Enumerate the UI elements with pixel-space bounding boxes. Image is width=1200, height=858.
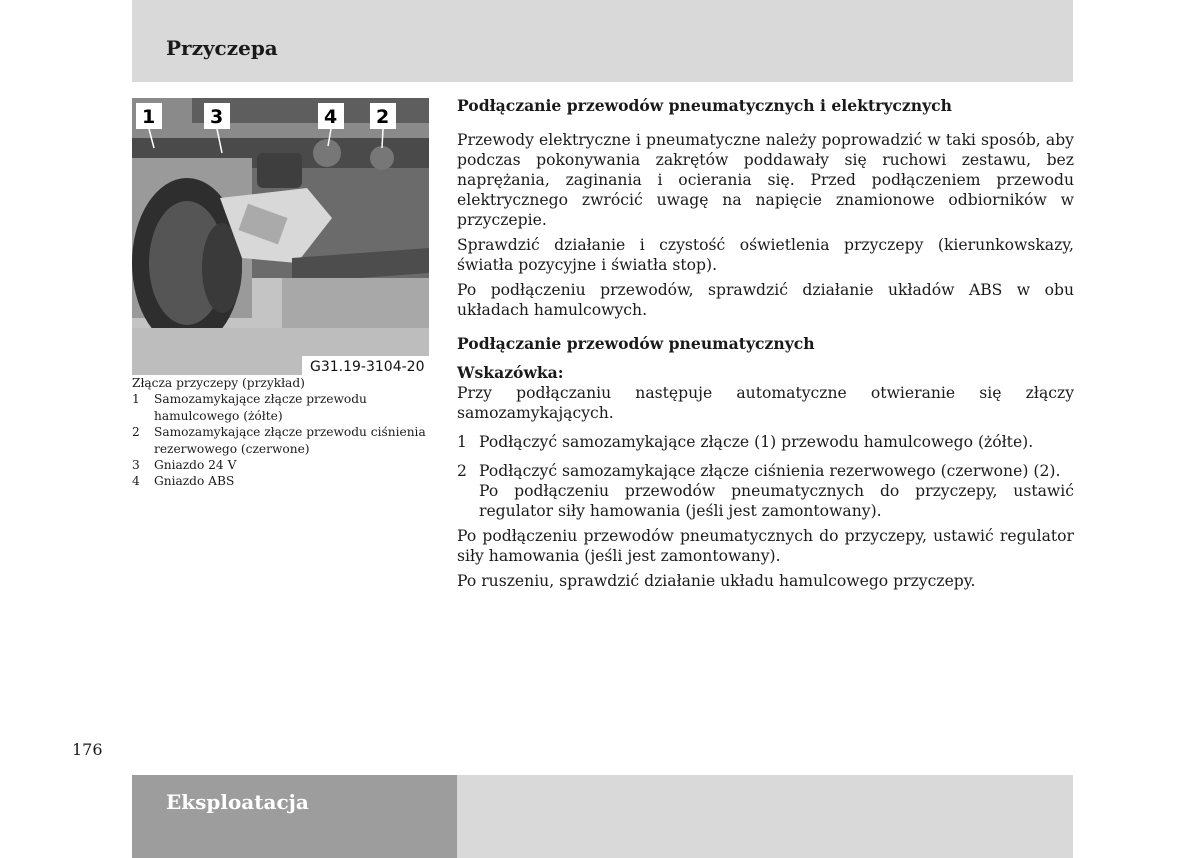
step-text: Podłączyć samozamykające złącze (1) przewodu hamulcowego (żółte). [479,433,1034,451]
callout-4: 4 [324,106,338,128]
step-number: 2 [457,462,467,480]
caption-item [132,457,437,473]
step-number: 1 [457,433,467,451]
step-item [457,432,1074,452]
note-text: Przy podłączaniu następuje automatyczne otwieranie się złączy samozamykających. [457,384,1074,422]
paragraph: Po ruszeniu, sprawdzić działanie układu hamulcowego przyczepy. [457,572,976,590]
step-item [457,461,1074,521]
main-content [457,96,1074,591]
section-heading: Podłączanie przewodów pneumatycznych i elektrycznych [457,96,953,115]
callout-3: 3 [210,106,224,128]
caption-item [132,424,437,457]
step-text: Podłączyć samozamykające złącze ciśnienia rezerwowego (czerwone) (2). [479,462,1061,480]
paragraph: Po podłączeniu przewodów, sprawdzić działanie układów ABS w obu układach hamulcowych. [457,281,1074,319]
footer-band [457,775,1073,858]
caption-item [132,391,437,424]
footer-section-tab [132,775,457,858]
caption-item-number: 2 [132,425,140,440]
caption-item-number: 4 [132,474,140,489]
section-heading: Podłączanie przewodów pneumatycznych [457,334,815,353]
page-number: 176 [72,740,103,759]
paragraph: Po podłączeniu przewodów pneumatycznych do przyczepy, ustawić regulator siły hamowania (jeśli jest zamontowany). [457,527,1074,565]
step-subtext: Po podłączeniu przewodów pneumatycznych do przyczepy, ustawić regulator siły hamowania (jeśli jest zamontowany). [479,482,1074,520]
footer-section-title: Eksploatacja [166,790,309,814]
figure-caption [132,375,437,490]
caption-item-text: Gniazdo ABS [154,474,235,489]
caption-item-text: Samozamykające złącze przewodu hamulcowego (żółte) [154,392,367,423]
callout-2: 2 [376,106,390,128]
paragraph: Przewody elektryczne i pneumatyczne należy poprowadzić w taki sposób, aby podczas pokonywania zakrętów poddawały się ruchowi zestawu, bez naprężania, zaginania i ocierania się. Przed podłączeniem przewodu elektrycznego zwrócić uwagę na napięcie znamionowe odbiorników w przyczepie. [457,131,1074,229]
caption-item-text: Samozamykające złącze przewodu ciśnienia rezerwowego (czerwone) [154,425,426,456]
caption-title: Złącza przyczepy (przykład) [132,376,305,390]
caption-item-number: 3 [132,458,140,473]
callout-1: 1 [142,106,156,128]
figure-code: G31.19-3104-20 [310,359,425,375]
caption-item-number: 1 [132,392,140,407]
trailer-coupling-photo [132,98,429,375]
caption-item [132,473,437,489]
header-band [132,0,1073,82]
caption-item-text: Gniazdo 24 V [154,458,237,473]
paragraph: Sprawdzić działanie i czystość oświetlenia przyczepy (kierunkowskazy, światła pozycyjne i światła stop). [457,236,1074,274]
note-label: Wskazówka: [457,363,564,382]
page-title: Przyczepa [166,36,278,60]
